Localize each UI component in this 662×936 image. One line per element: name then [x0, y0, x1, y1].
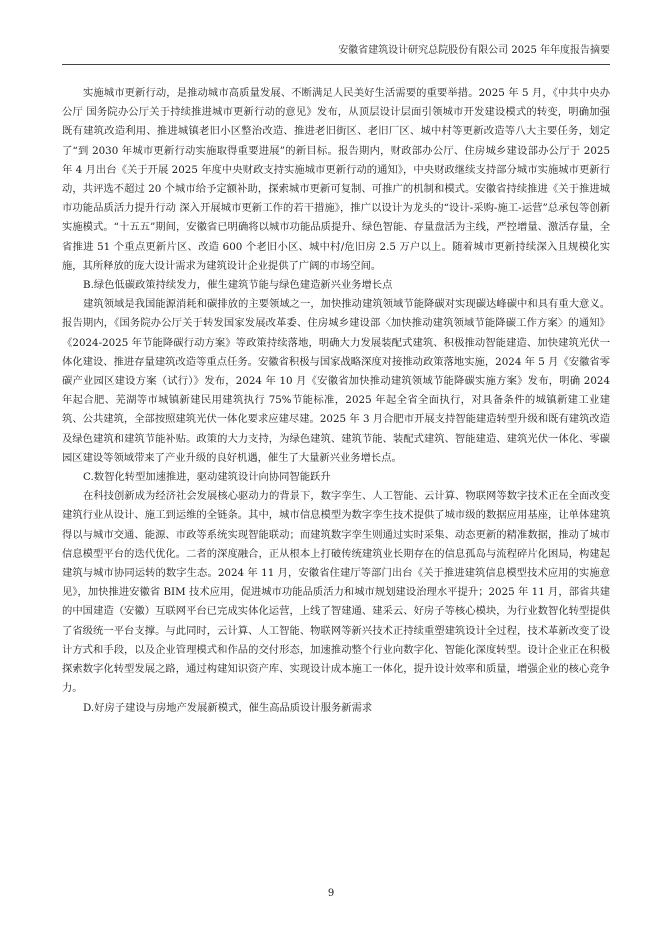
page-number: 9 — [327, 888, 335, 899]
section-heading-b: B.绿色低碳政策持续发力，催生建筑节能与绿色建造新兴业务增长点 — [83, 279, 393, 292]
report-body — [62, 84, 610, 718]
report-header-title: 安徽省建筑设计研究总院股份有限公司 2025 年年度报告摘要 — [338, 45, 610, 56]
section-heading-c: C.数智化转型加速推进，驱动建筑设计向协同智能跃升 — [83, 471, 331, 484]
urban-renewal-paragraph: 实施城市更新行动，是推动城市高质量发展、不断满足人民美好生活需要的重要举措。2025 年 5 月，《中共中央办公厅 国务院办公厅关于持续推进城市更新行动的意见》发布，从顶层设计层面引领城市开发建设模式的转变，明确加强既有建筑改造利用、推进城镇老旧小区整治改造、推进老旧街区、老旧厂区、城中村等更新改造等八大主要任务，划定了“到 2030 年城市更新行动实施取得重要进展”的新目标。报告期内，财政部办公厅、住房城乡建设部办公厅于 2025 年 4 月出台《关于开展 2025 年度中央财政支持实施城市更新行动的通知》，中央财政继续支持部分城市实施城市更新行动，共评选不超过 20 个城市给予定额补助，探索城市更新可复制、可推广的机制和模式。安徽省持续推进《关于推进城市功能品质活力提升行动 深入开展城市更新工作的若干措施》，推广以设计为龙头的“设计-采购-施工-运营”总承包等创新实施模式。“十五五”期间，安徽省已明确将以城市功能品质提升、绿色智能、存量盘活为主线，严控增量、激活存量，全省推进 51 个重点更新片区、改造 600 个老旧小区、城中村/危旧房 2.5 万户以上。随着城市更新持续深入且规模化实施，其所释放的庞大设计需求为建筑设计企业提供了广阔的市场空间。 — [62, 87, 610, 272]
section-heading-d: D.好房子建设与房地产发展新模式，催生高品质设计服务新需求 — [83, 701, 373, 714]
digital-transformation-paragraph: 在科技创新成为经济社会发展核心驱动力的背景下，数字孪生、人工智能、云计算、物联网等数字技术正在全面改变建筑行业从设计、施工到运维的全链条。其中，城市信息模型为数字孪生技术提供了城市级的数据应用基座，让单体建筑得以与城市交通、能源、市政等系统实现智能联动；而建筑数字孪生则通过实时采集、动态更新的精准数据，推动了城市信息模型平台的迭代优化。二者的深度融合，正从根本上打破传统建筑业长期存在的信息孤岛与流程碎片化困局，构建起建筑与城市协同运转的数字生态。2024 年 11 月，安徽省住建厅等部门出台《关于推进建筑信息模型技术应用的实施意见》，加快推进安徽省 BIM 技术应用，促进城市功能品质活力和城市规划建设治理水平提升；2025 年 11 月，部省共建的中国建造（安徽）互联网平台已完成实体化运营，上线了智建通、建采云、好房子等核心模块，为行业数智化转型提供了省级统一平台支撑。与此同时，云计算、人工智能、物联网等新兴技术正持续重塑建筑设计全过程，技术革新改变了设计方式和手段，以及企业管理模式和作品的交付形态，加速推动整个行业向数字化、智能化深度转型。设计企业正在积极探索数字化转型发展之路，通过构建知识资产库、实现设计成本施工一体化，提升设计效率和质量，增强企业的核心竞争力。 — [62, 490, 610, 695]
green-low-carbon-paragraph: 建筑领域是我国能源消耗和碳排放的主要领域之一，加快推动建筑领域节能降碳对实现碳达峰碳中和具有重大意义。报告期内，《国务院办公厅关于转发国家发展改革委、住房城乡建设部〈加快推动建筑领域节能降碳工作方案〉的通知》《2024-2025 年节能降碳行动方案》等政策持续落地，明确大力发展装配式建筑、积极推动智能建造、加快建筑光伏一体化建设、推进存量建筑改造等重点任务。安徽省积极与国家战略深度对接推动政策落地实施，2024 年 5 月《安徽省零碳产业园区建设方案（试行）》发布，2024 年 10 月《安徽省加快推动建筑领域节能降碳实施方案》发布，明确 2024 年起合肥、芜湖等市城镇新建民用建筑执行 75%节能标准，2025 年起全省全面执行，对具备条件的城镇新建工业建筑、公共建筑，全部按照建筑光伏一体化要求应建尽建。2025 年 3 月合肥市开展支持智能建造转型升级和既有建筑改造及绿色建筑和建筑节能补贴。政策的大力支持，为绿色建筑、建筑节能、装配式建筑、智能建造、建筑光伏一体化、零碳园区建设等领域带来了产业升级的良好机遇，催生了大量新兴业务增长点。 — [62, 298, 610, 464]
page-header — [62, 40, 610, 65]
